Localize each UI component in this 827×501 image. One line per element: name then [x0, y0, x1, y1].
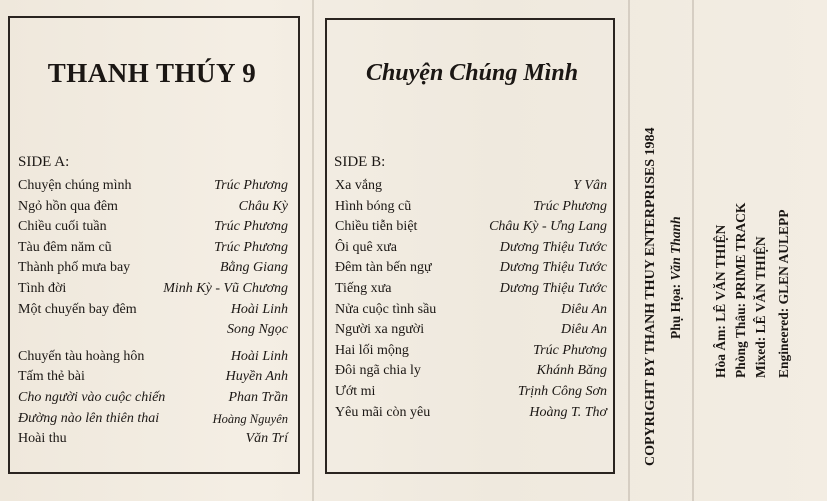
credit-phong-thau: Phòng Thâu: PRIME TRACK: [733, 202, 748, 378]
spine-art-credit: [668, 216, 684, 339]
track-author: Hoàng T. Thơ: [529, 404, 607, 420]
track-title: Đêm tàn bến ngự: [335, 260, 432, 276]
track-row: [18, 300, 288, 321]
album-title: THANH THÚY 9: [47, 58, 257, 88]
track-author: Dương Thiệu Tước: [499, 239, 607, 255]
track-author: Trúc Phương: [533, 342, 607, 358]
track-row: [18, 217, 288, 238]
track-author: Dương Thiệu Tước: [499, 280, 607, 296]
track-title: Chuyến tàu hoàng hôn: [18, 348, 145, 364]
credit-mixed: Mixed: LÊ VĂN THIỆN: [753, 236, 768, 378]
track-row: [335, 403, 607, 424]
track-row: [18, 238, 288, 259]
credit-engineered: Engineered: GLEN AULEPP: [776, 209, 791, 378]
track-author: Châu Kỳ: [238, 198, 288, 214]
art-credit-name: Văn Thanh: [668, 216, 683, 281]
spine-copyright: COPYRIGHT BY THANH THUY ENTERPRISES 1984: [643, 127, 658, 466]
track-title: Xa vắng: [335, 178, 383, 193]
track-author: Trúc Phương: [214, 178, 288, 193]
fold-line: [628, 0, 630, 501]
track-title: Tình đời: [18, 280, 67, 296]
track-row: [18, 429, 288, 450]
track-title: Nửa cuộc tình sầu: [335, 301, 437, 317]
track-row: [335, 176, 607, 197]
track-title: Ôi quê xưa: [335, 239, 398, 255]
side-b-heading: SIDE B:: [334, 154, 386, 170]
track-row: [335, 279, 607, 300]
track-title: Cho người vào cuộc chiến: [18, 389, 166, 405]
fold-line: [692, 0, 694, 501]
track-author: Trúc Phương: [214, 219, 288, 235]
track-author: Hoàng Nguyên: [212, 411, 288, 426]
track-title: Ngỏ hồn qua đêm: [18, 198, 118, 214]
track-title: Một chuyến bay đêm: [18, 301, 137, 317]
track-author: Huyền Anh: [225, 369, 288, 385]
track-row: [335, 258, 607, 279]
track-author: Khánh Băng: [536, 363, 607, 379]
track-title: Tiếng xưa: [335, 280, 392, 296]
track-author: Diêu An: [560, 301, 607, 317]
track-author: Văn Trí: [245, 431, 288, 447]
track-row: [18, 347, 288, 368]
track-title: Ướt mi: [335, 383, 376, 399]
track-row: [18, 197, 288, 218]
track-title: Chuyện chúng mình: [18, 178, 132, 193]
track-author: Bằng Giang: [219, 260, 288, 276]
art-credit-label: Phụ Họa:: [668, 283, 683, 339]
track-title: Tấm thẻ bài: [18, 369, 85, 385]
track-title: Hình bóng cũ: [335, 198, 412, 214]
side-a-tracklist: [18, 176, 288, 450]
track-title: Tàu đêm năm cũ: [18, 239, 112, 255]
track-author: Phan Trần: [228, 389, 288, 405]
track-row: [335, 300, 607, 321]
track-author: Trúc Phương: [214, 239, 288, 255]
track-author: Song Ngọc: [226, 322, 288, 338]
track-author: Minh Kỳ - Vũ Chương: [163, 280, 288, 296]
side-b-tracklist: [335, 176, 607, 423]
track-row: [335, 197, 607, 218]
side-a-heading: SIDE A:: [18, 154, 70, 170]
track-title: Chiều tiễn biệt: [335, 219, 418, 235]
track-row: [335, 361, 607, 382]
track-row: [18, 279, 288, 300]
track-row: [18, 320, 288, 341]
track-author: Dương Thiệu Tước: [499, 260, 607, 276]
track-author: Trúc Phương: [533, 198, 607, 214]
track-author: Diêu An: [560, 322, 607, 338]
track-title: Yêu mãi còn yêu: [335, 404, 431, 420]
track-author: Y Vân: [573, 178, 607, 193]
track-row: [18, 258, 288, 279]
track-author: Hoài Linh: [230, 301, 288, 317]
track-author: Trịnh Công Sơn: [517, 383, 607, 399]
track-row: [335, 238, 607, 259]
track-title: Chiều cuối tuần: [18, 219, 107, 235]
album-subtitle: Chuyện Chúng Mình: [365, 60, 579, 86]
fold-line: [312, 0, 314, 501]
track-title: Hai lối mộng: [335, 342, 409, 358]
track-row: [335, 217, 607, 238]
track-row: [335, 341, 607, 362]
track-row: [18, 367, 288, 388]
track-title: Đường nào lên thiên thai: [18, 410, 160, 426]
track-row: [18, 176, 288, 197]
track-title: Người xa người: [335, 322, 425, 338]
track-author: Châu Kỳ - Ưng Lang: [489, 219, 607, 235]
track-row: [335, 382, 607, 403]
credit-hoa-am: Hòa Âm: LÊ VĂN THIỆN: [713, 224, 728, 378]
track-title: Đôi ngã chia ly: [335, 363, 421, 379]
track-row: [18, 388, 288, 409]
track-row: [335, 320, 607, 341]
track-title: Hoài thu: [18, 431, 67, 447]
track-row: [18, 409, 288, 430]
track-title: Thành phố mưa bay: [18, 260, 131, 276]
track-author: Hoài Linh: [230, 348, 288, 364]
